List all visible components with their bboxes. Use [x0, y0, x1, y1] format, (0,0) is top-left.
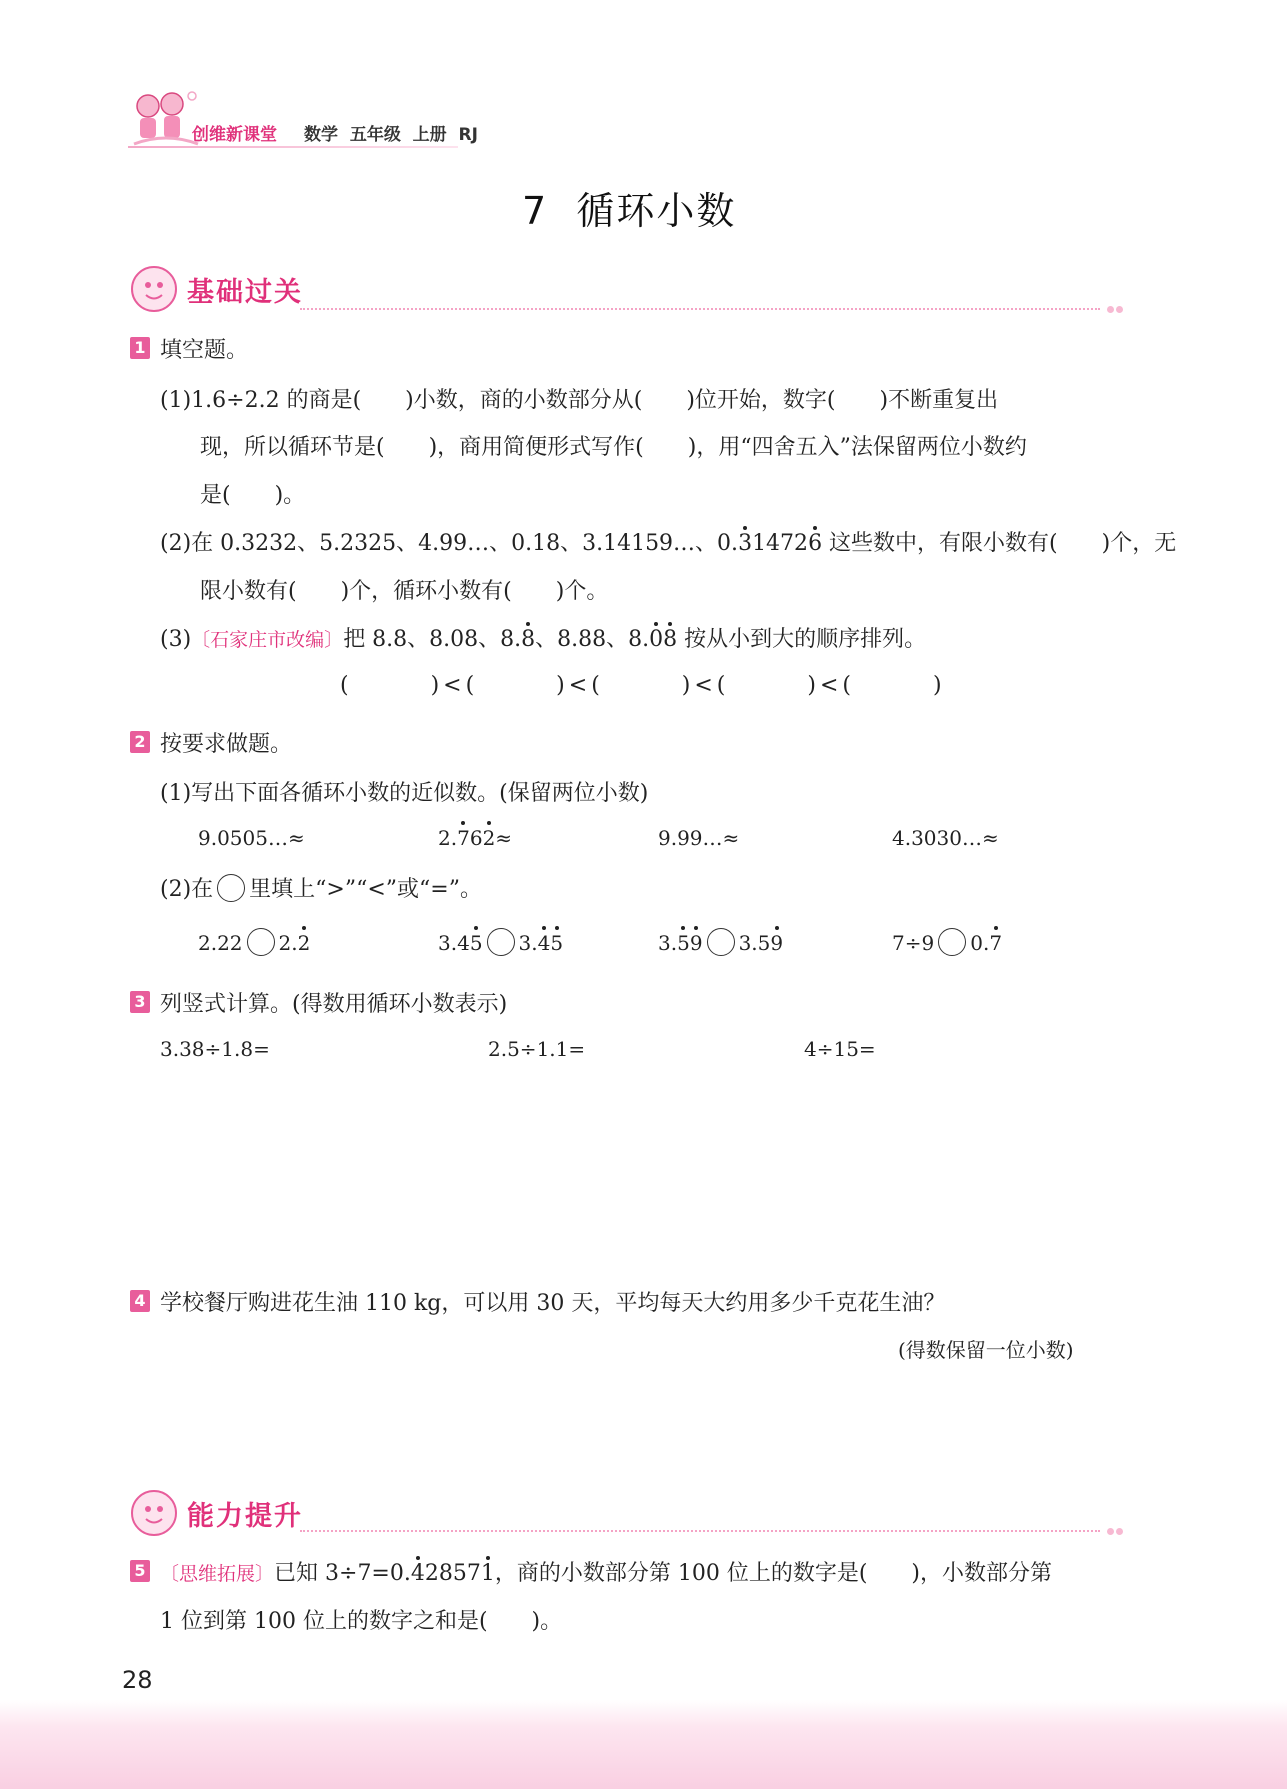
text-segment: 把 8.8、8.08、8. [343, 627, 522, 652]
section-title-advanced: 能力提升 [187, 1501, 303, 1532]
recurring-digit: 5 [677, 931, 690, 955]
recurring-digit: 7 [457, 826, 470, 850]
question-number: 4 [130, 1290, 150, 1312]
text-segment: 里填上“>”“<”或“=”。 [249, 877, 482, 902]
q2-part2 [160, 872, 482, 903]
text-segment: (3) [160, 627, 192, 652]
section-mascot-icon [128, 1488, 180, 1538]
text-segment: 3. [518, 931, 538, 955]
footer-band [0, 1700, 1287, 1789]
q1-part1-line1: (1)1.6÷2.2 的商是( )小数，商的小数部分从( )位开始，数字( )不断重复出 [160, 388, 999, 413]
rounding-note: (得数保留一位小数) [898, 1338, 1074, 1362]
text-segment: 按从小到大的顺序排列。 [677, 627, 927, 652]
question-number: 5 [130, 1560, 150, 1582]
ordering-blanks[interactable]: ( )<( )<( )<( )<( ) [340, 673, 946, 698]
recurring-digit: 4 [410, 1561, 425, 1586]
word-problem: 学校餐厅购进花生油 110 kg，可以用 30 天，平均每天大约用多少千克花生油？ [160, 1291, 946, 1316]
section-divider-dots [1105, 1520, 1123, 1539]
approx-item: 4.3030…≈ [892, 826, 999, 850]
calc-expression: 4÷15= [804, 1037, 876, 1061]
recurring-digit: 9 [689, 931, 703, 955]
q1-part2-line2: 限小数有( )个，循环小数有( )个。 [200, 579, 609, 604]
compare-item [198, 928, 310, 956]
q1-part3-line1 [160, 622, 926, 653]
recurring-digit: 2 [482, 826, 496, 850]
recurring-digit: 8 [663, 627, 678, 652]
source-tag: 〔石家庄市改编〕 [191, 629, 344, 651]
text-segment: (2)在 [160, 877, 214, 902]
question-title: 列竖式计算。(得数用循环小数表示) [160, 992, 508, 1017]
text-segment: ，商的小数部分第 100 位上的数字是( )，小数部分第 [494, 1561, 1053, 1586]
q5-line1 [160, 1556, 1052, 1587]
approx-item: 9.0505…≈ [198, 826, 305, 850]
calc-expression: 3.38÷1.8= [160, 1037, 270, 1061]
text-segment: 这些数中，有限小数有( )个，无 [822, 531, 1177, 556]
text-segment: 3. [658, 931, 678, 955]
q1-part2-line1 [160, 526, 1176, 557]
recurring-digit: 4 [537, 931, 551, 955]
brand-name: 创维新课堂 [192, 125, 277, 145]
text-segment: (2)在 0.3232、5.2325、4.99…、0.18、3.14159…、0. [160, 531, 739, 556]
calc-expression: 2.5÷1.1= [488, 1037, 586, 1061]
section-title-basic: 基础过关 [187, 277, 303, 308]
q5-line2: 1 位到第 100 位上的数字之和是( )。 [160, 1609, 563, 1634]
compare-circle[interactable] [938, 928, 966, 956]
compare-circle[interactable] [707, 928, 735, 956]
section-mascot-icon [128, 264, 180, 314]
question-number: 1 [130, 337, 150, 359]
question-number: 2 [130, 731, 150, 753]
recurring-digit: 8 [521, 627, 536, 652]
circle-icon [217, 874, 245, 902]
text-segment: 2. [278, 931, 298, 955]
recurring-digit: 2 [297, 931, 311, 955]
compare-item [438, 928, 563, 956]
approx-item: 9.99…≈ [658, 826, 740, 850]
approx-item [438, 826, 512, 850]
recurring-digit: 1 [480, 1561, 495, 1586]
compare-circle[interactable] [247, 928, 275, 956]
section-divider [300, 308, 1100, 310]
text-segment: 6 [469, 826, 483, 850]
page-title: 7 循环小数 [522, 189, 737, 233]
recurring-digit: 5 [469, 931, 483, 955]
text-segment: 已知 3÷7=0. [274, 1561, 411, 1586]
compare-item [658, 928, 783, 956]
section-divider [300, 1530, 1100, 1532]
source-tag: 〔思维拓展〕 [160, 1563, 275, 1585]
question-number: 3 [130, 991, 150, 1013]
recurring-digit: 7 [989, 931, 1003, 955]
q2-part1: (1)写出下面各循环小数的近似数。(保留两位小数) [160, 781, 649, 806]
text-segment: 3.5 [738, 931, 771, 955]
text-segment: 3.4 [438, 931, 470, 955]
text-segment: 、8.88、8. [535, 627, 650, 652]
book-info: 数学 五年级 上册 RJ [304, 125, 478, 145]
recurring-digit: 0 [649, 627, 664, 652]
page-number: 28 [122, 1666, 153, 1694]
question-title: 按要求做题。 [160, 732, 293, 757]
section-divider-dots [1105, 298, 1123, 317]
compare-left: 7÷9 [892, 931, 935, 955]
header-divider [128, 146, 458, 148]
recurring-digit: 3 [738, 531, 753, 556]
text-segment: 1472 [752, 531, 809, 556]
recurring-digit: 6 [808, 531, 823, 556]
recurring-digit: 5 [550, 931, 564, 955]
recurring-digit: 9 [770, 931, 784, 955]
text-segment: 2857 [424, 1561, 481, 1586]
text-segment: ≈ [495, 826, 513, 850]
compare-left: 2.22 [198, 931, 243, 955]
q1-part1-line2: 现，所以循环节是( )，商用简便形式写作( )，用“四舍五入”法保留两位小数约 [200, 435, 1027, 460]
compare-circle[interactable] [487, 928, 515, 956]
compare-item [892, 928, 1002, 956]
question-title: 填空题。 [160, 338, 249, 363]
text-segment: 2. [438, 826, 458, 850]
q1-part1-line3: 是( )。 [200, 483, 306, 508]
text-segment: 0. [970, 931, 990, 955]
